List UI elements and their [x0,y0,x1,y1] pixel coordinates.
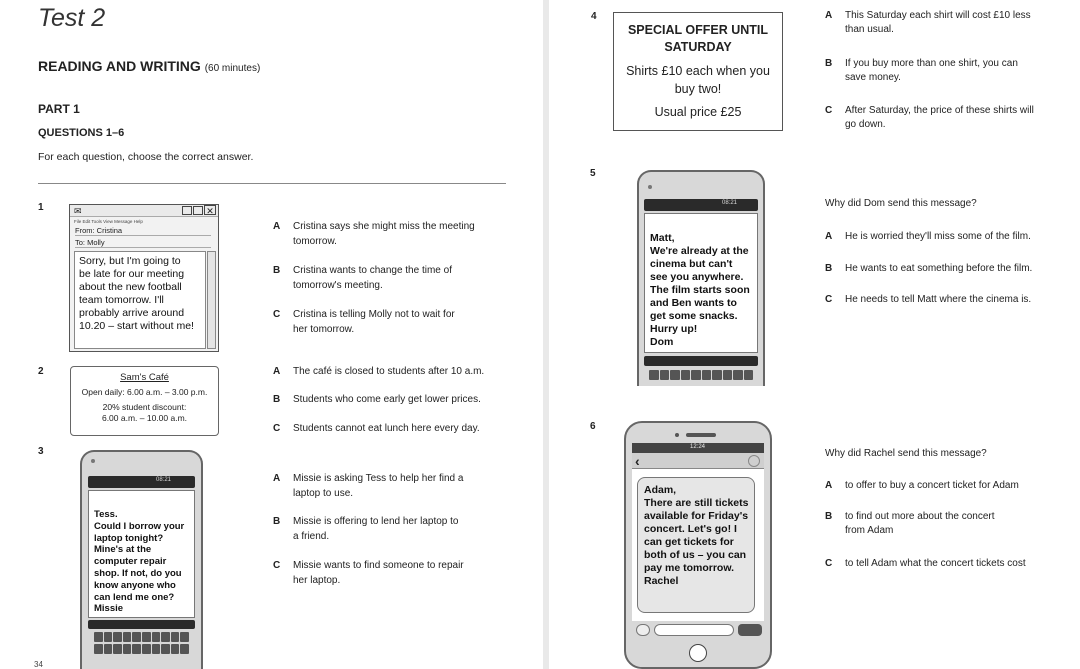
phone-camera [675,433,679,437]
keyboard[interactable] [649,370,753,380]
message-text: Adam, There are still tickets available for Friday's concert. Let's go! I can get tickets for both of us – you can pay me tomorrow. Rachel [644,484,749,587]
option-b[interactable]: B Missie is offering to lend her laptop to a friend. [273,516,459,542]
sign-offer: Shirts £10 each when you [626,64,770,78]
section-heading: READING AND WRITING (60 minutes) [38,58,261,74]
message-text: Matt, We're already at the cinema but can't see you anywhere. The film starts soon and Ben wants to get some snacks. Hurry up! Dom [650,232,750,348]
option-b[interactable]: B If you buy more than one shirt, you can save money. [825,58,1018,83]
email-body-box [74,251,206,349]
cafe-sign-title: Sam's Café [120,372,169,383]
divider [38,183,506,184]
phone-speaker [686,433,716,437]
sign-usual-price: Usual price £25 [654,105,742,119]
option-b[interactable]: B Students who come early get lower prices. [273,394,481,405]
email-scrollbar[interactable] [207,251,216,349]
email-titlebar [70,205,218,217]
keyboard[interactable] [94,632,189,642]
phone [637,170,765,386]
phone [624,421,772,669]
message-screen [88,490,195,618]
status-bar [644,199,758,211]
email-menu-bar: File Edit Tools View Message Help [74,219,143,224]
cafe-discount-hours: 6.00 a.m. – 10.00 a.m. [101,413,188,423]
cafe-hours: Open daily: 6.00 a.m. – 3.00 p.m. [81,387,208,397]
email-body: Sorry, but I'm going to be late for our meeting about the new football team tomorrow. I'll probably arrive around 10.20 – start without me! [79,255,194,332]
option-a[interactable]: A The café is closed to students after 10 a.m. [273,366,485,377]
question-number: 6 [590,421,596,432]
option-c[interactable]: C He needs to tell Matt where the cinema is. [825,294,1032,305]
email-window [69,204,219,352]
option-c[interactable]: C Cristina is telling Molly not to wait for her tomorrow. [273,309,455,335]
message-text: Tess. Could I borrow your laptop tonight? Mine's at the computer repair shop. If not, do you know anyone who can lend me one? Missie [94,509,185,615]
question-number: 3 [38,446,44,457]
option-c[interactable]: C Students cannot eat lunch here every day. [273,423,480,434]
page-number: 34 [34,660,43,669]
send-button[interactable] [738,624,762,636]
question-prompt: Why did Rachel send this message? [825,448,987,459]
camera-button-icon[interactable] [636,624,650,636]
message-bubble [637,477,755,613]
message-screen [644,213,758,353]
option-b[interactable]: B He wants to eat something before the film. [825,263,1033,274]
option-a[interactable]: A Missie is asking Tess to help her find a laptop to use. [273,473,464,499]
envelope-icon: ✉ [74,206,82,216]
reply-bar[interactable] [644,356,758,366]
question-number: 5 [590,168,596,179]
sign-heading: SPECIAL OFFER UNTIL [627,23,769,37]
clock: 08:21 [722,200,738,206]
phone [80,450,203,669]
contact-icon[interactable] [748,455,760,467]
part-heading: PART 1 [38,102,80,116]
sign-heading-2: SATURDAY [664,40,732,54]
cafe-discount: 20% student discount: [102,402,187,412]
duration: (60 minutes) [204,63,261,74]
phone-camera [648,185,652,189]
question-prompt: Why did Dom send this message? [825,198,977,209]
clock: 12:24 [690,444,706,450]
message-screen [632,469,764,621]
reply-input[interactable] [654,624,734,636]
question-number: 4 [591,11,597,22]
option-c[interactable]: C Missie wants to find someone to repair her laptop. [273,560,464,586]
email-to: To: Molly [75,238,211,248]
option-a[interactable]: A He is worried they'll miss some of the film. [825,231,1031,242]
shop-sign [613,12,783,131]
back-arrow-icon[interactable]: ‹ [635,453,640,469]
app-header [632,453,764,469]
question-number: 1 [38,202,44,213]
email-from: From: Cristina [75,226,211,236]
close-icon[interactable]: ✕ [204,205,216,215]
right-page [549,0,1080,669]
option-b[interactable]: B Cristina wants to change the time of tomorrow's meeting. [273,265,452,291]
phone-camera [91,459,95,463]
option-c[interactable]: C After Saturday, the price of these shirts will go down. [825,105,1034,130]
maximize-icon[interactable] [193,206,203,215]
clock: 08:21 [156,477,172,483]
test-title: Test 2 [38,4,106,32]
cafe-sign [70,366,219,436]
keyboard-row[interactable] [94,644,189,654]
option-a[interactable]: A Cristina says she might miss the meeting tomorrow. [273,221,475,247]
home-button[interactable] [689,644,707,662]
option-b[interactable]: B to find out more about the concert from Adam [825,511,995,536]
sign-offer-2: buy two! [674,82,722,96]
status-bar [88,476,195,488]
reply-bar[interactable] [88,620,195,629]
option-a[interactable]: A to offer to buy a concert ticket for Adam [825,480,1019,491]
instruction: For each question, choose the correct answer. [38,151,254,163]
option-c[interactable]: C to tell Adam what the concert tickets cost [825,558,1026,569]
status-bar [632,443,764,453]
question-number: 2 [38,366,44,377]
questions-heading: QUESTIONS 1–6 [38,127,125,139]
minimize-icon[interactable] [182,206,192,215]
option-a[interactable]: A This Saturday each shirt will cost £10 less than usual. [825,10,1031,35]
